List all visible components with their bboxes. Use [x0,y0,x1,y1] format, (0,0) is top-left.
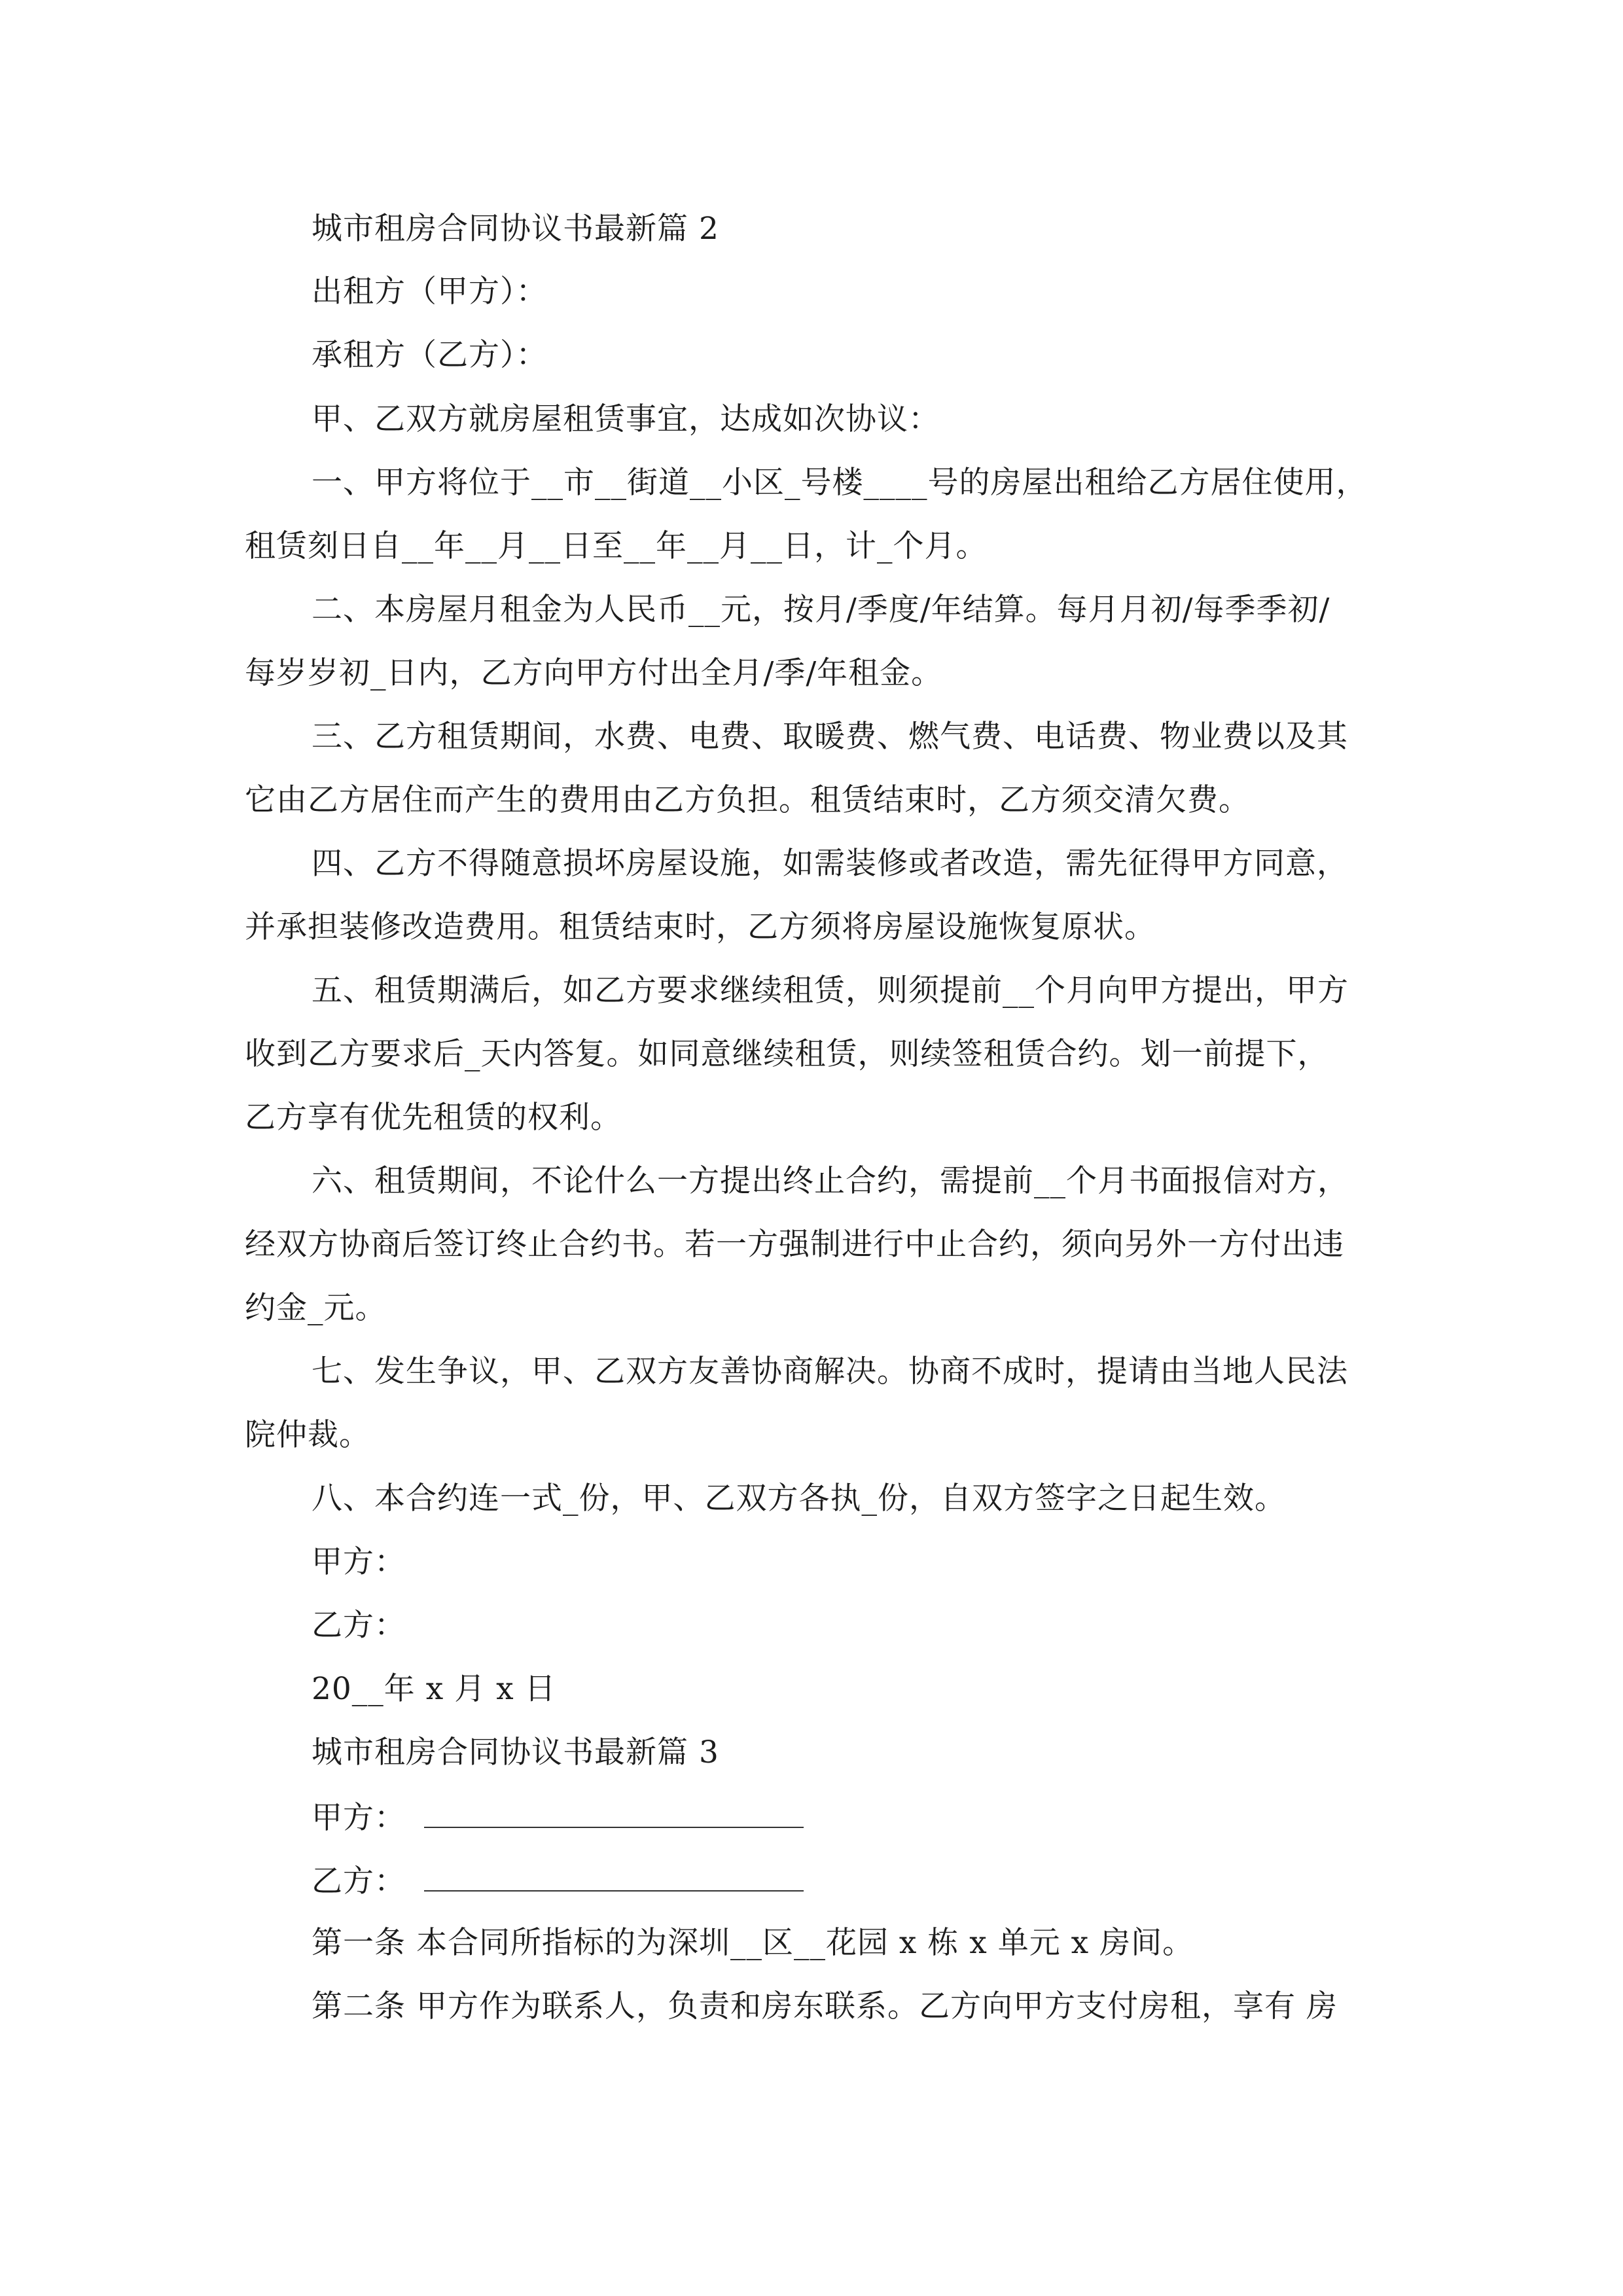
lessor-label: 出租方（甲方）： [312,274,548,310]
clause-7-line-2: 院仲裁。 [245,1417,370,1453]
clause-3-line-2: 它由乙方居住而产生的费用由乙方负担。租赁结束时，乙方须交清欠费。 [245,782,1250,818]
article-2: 第二条 甲方作为联系人，负责和房东联系。乙方向甲方支付房租，享有 房 [312,1988,1338,2024]
clause-7-line-1: 七、发生争议，甲、乙双方友善协商解决。协商不成时，提请由当地人民法 [312,1354,1348,1390]
clause-6-line-3: 约金_元。 [245,1290,387,1326]
party-b-signature-label: 乙方： [312,1607,406,1643]
party-b-blank [424,1860,804,1892]
clause-2-line-1: 二、本房屋月租金为人民币__元，按月/季度/年结算。每月月初/每季季初/ [312,592,1330,628]
clause-2-line-2: 每岁岁初_日内，乙方向甲方付出全月/季/年租金。 [245,655,943,691]
clause-8: 八、本合约连一式_份，甲、乙双方各执_份，自双方签字之日起生效。 [312,1480,1286,1516]
clause-1-line-1: 一、甲方将位于__市__街道__小区_号楼____号的房屋出租给乙方居住使用， [312,465,1368,501]
section-title-2: 城市租房合同协议书最新篇 2 [312,211,719,247]
clause-4-line-1: 四、乙方不得随意损坏房屋设施，如需装修或者改造，需先征得甲方同意， [312,846,1348,882]
party-a-signature-label: 甲方： [312,1544,406,1580]
party-b-label: 乙方： [312,1863,406,1899]
clause-1-line-2: 租赁刻日自__年__月__日至__年__月__日，计_个月。 [245,528,988,564]
signing-date: 20__年 x 月 x 日 [312,1671,556,1707]
clause-6-line-2: 经双方协商后签订终止合约书。若一方强制进行中止合约，须向另外一方付出违 [245,1227,1344,1263]
lessee-label: 承租方（乙方）： [312,337,548,373]
party-a-row [312,1797,1457,1838]
clause-5-line-1: 五、租赁期满后，如乙方要求继续租赁，则须提前__个月向甲方提出，甲方 [312,973,1349,1009]
clause-3-line-1: 三、乙方租赁期间，水费、电费、取暖费、燃气费、电话费、物业费以及其 [312,719,1348,755]
agreement-intro: 甲、乙双方就房屋租赁事宜，达成如次协议： [312,401,940,437]
clause-4-line-2: 并承担装修改造费用。租赁结束时，乙方须将房屋设施恢复原状。 [245,909,1156,945]
clause-5-line-3: 乙方享有优先租赁的权利。 [245,1100,622,1136]
party-b-row [312,1860,1457,1901]
party-a-blank [424,1797,804,1828]
party-a-label: 甲方： [312,1800,406,1836]
section-title-3: 城市租房合同协议书最新篇 3 [312,1734,719,1770]
clause-6-line-1: 六、租赁期间，不论什么一方提出终止合约，需提前__个月书面报信对方， [312,1163,1349,1199]
clause-5-line-2: 收到乙方要求后_天内答复。如同意继续租赁，则续签租赁合约。划一前提下， [245,1036,1329,1072]
article-1: 第一条 本合同所指标的为深圳__区__花园 x 栋 x 单元 x 房间。 [312,1925,1194,1961]
